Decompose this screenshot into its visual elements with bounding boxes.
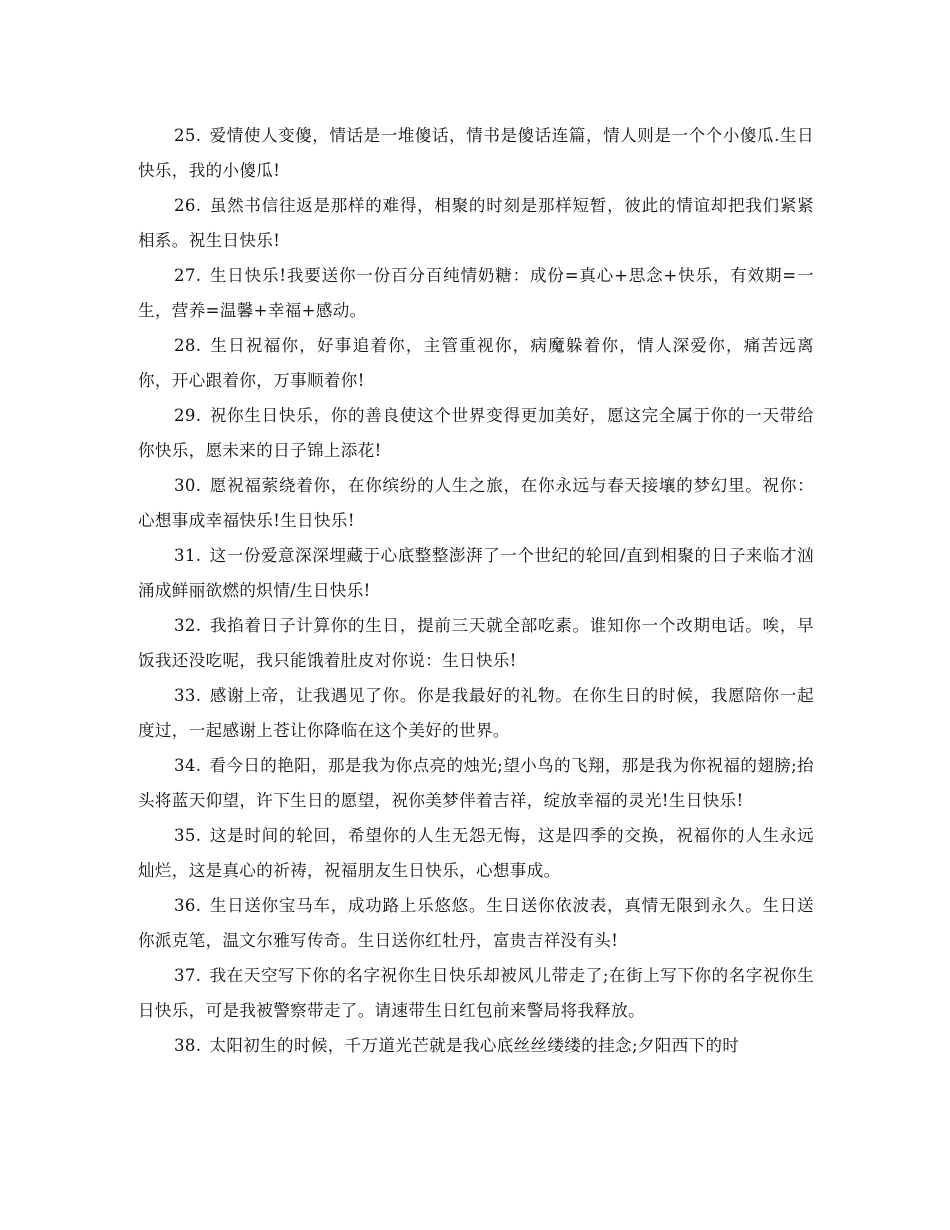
paragraph-number: 30. [174, 476, 202, 495]
paragraph-text: 看今日的艳阳，那是我为你点亮的烛光;望小鸟的飞翔，那是我为你祝福的翅膀;抬头将蓝天仰望，许下生日的愿望，祝你美梦伴着吉祥，绽放幸福的灵光!生日快乐! [138, 756, 814, 810]
paragraph-text: 祝你生日快乐，你的善良使这个世界变得更加美好，愿这完全属于你的一天带给你快乐，愿未来的日子锦上添花! [138, 406, 814, 460]
paragraph-text: 生日送你宝马车，成功路上乐悠悠。生日送你依波表，真情无限到永久。生日送你派克笔，温文尔雅写传奇。生日送你红牡丹，富贵吉祥没有头! [138, 896, 814, 950]
paragraph-number: 31. [174, 546, 202, 565]
paragraph-text: 这是时间的轮回，希望你的人生无怨无悔，这是四季的交换，祝福你的人生永远灿烂，这是真心的祈祷，祝福朋友生日快乐，心想事成。 [138, 826, 814, 880]
paragraph-number: 32. [174, 616, 202, 635]
paragraph-text: 感谢上帝，让我遇见了你。你是我最好的礼物。在你生日的时候，我愿陪你一起度过，一起感谢上苍让你降临在这个美好的世界。 [138, 686, 814, 740]
paragraph-25 [138, 118, 814, 188]
paragraph-29 [138, 398, 814, 468]
paragraph-text: 生日快乐!我要送你一份百分百纯情奶糖：成份=真心+思念+快乐，有效期=一生，营养=温馨+幸福+感动。 [138, 266, 814, 320]
paragraph-28 [138, 328, 814, 398]
paragraph-number: 28. [174, 336, 202, 355]
paragraph-37 [138, 958, 814, 1028]
paragraph-number: 33. [174, 686, 202, 705]
paragraph-38 [138, 1028, 814, 1063]
paragraph-32 [138, 608, 814, 678]
paragraph-26 [138, 188, 814, 258]
paragraph-number: 34. [174, 756, 202, 775]
paragraph-33 [138, 678, 814, 748]
paragraph-36 [138, 888, 814, 958]
paragraph-text: 生日祝福你，好事追着你，主管重视你，病魔躲着你，情人深爱你，痛苦远离你，开心跟着你，万事顺着你! [138, 336, 814, 390]
paragraph-text: 我在天空写下你的名字祝你生日快乐却被风儿带走了;在街上写下你的名字祝你生日快乐，可是我被警察带走了。请速带生日红包前来警局将我释放。 [138, 966, 814, 1020]
paragraph-number: 36. [174, 896, 202, 915]
paragraph-number: 35. [174, 826, 202, 845]
paragraph-number: 38. [174, 1036, 202, 1055]
paragraph-text: 爱情使人变傻，情话是一堆傻话，情书是傻话连篇，情人则是一个个小傻瓜.生日快乐，我的小傻瓜! [138, 126, 814, 180]
paragraph-27 [138, 258, 814, 328]
paragraph-text: 愿祝福萦绕着你，在你缤纷的人生之旅，在你永远与春天接壤的梦幻里。祝你：心想事成幸福快乐!生日快乐! [138, 476, 814, 530]
paragraph-text: 太阳初生的时候，千万道光芒就是我心底丝丝缕缕的挂念;夕阳西下的时 [209, 1036, 740, 1055]
paragraph-number: 27. [174, 266, 202, 285]
paragraph-30 [138, 468, 814, 538]
paragraph-number: 37. [174, 966, 202, 985]
paragraph-number: 26. [174, 196, 202, 215]
paragraph-number: 25. [174, 126, 202, 145]
paragraph-31 [138, 538, 814, 608]
paragraph-35 [138, 818, 814, 888]
paragraph-number: 29. [174, 406, 202, 425]
document-body [138, 118, 814, 1063]
paragraph-text: 我掐着日子计算你的生日，提前三天就全部吃素。谁知你一个改期电话。唉，早饭我还没吃呢，我只能饿着肚皮对你说：生日快乐! [138, 616, 814, 670]
paragraph-text: 这一份爱意深深埋藏于心底整整澎湃了一个世纪的轮回/直到相聚的日子来临才汹涌成鲜丽欲燃的炽情/生日快乐! [138, 546, 814, 600]
paragraph-34 [138, 748, 814, 818]
paragraph-text: 虽然书信往返是那样的难得，相聚的时刻是那样短暂，彼此的情谊却把我们紧紧相系。祝生日快乐! [138, 196, 814, 250]
